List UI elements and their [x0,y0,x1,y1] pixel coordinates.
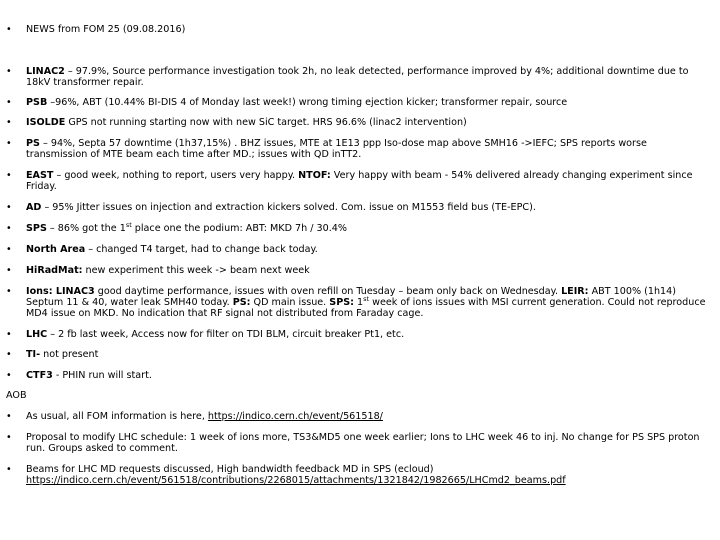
isolde-text: GPS not running starting now with new SiC target. HRS 96.6% (linac2 intervention) [65,117,467,128]
ti-text: not present [40,349,99,360]
east-label: EAST [26,170,54,181]
bullet: • [6,170,12,181]
beams-pdf-link[interactable]: https://indico.cern.ch/event/561518/contributions/2268015/attachments/1321842/1982665/LHCmd2_beams.pdf [26,475,566,486]
ps-label: PS [26,138,40,149]
bullet: • [6,117,12,128]
isolde-item [6,117,708,128]
ions-text-b: ABT 100% (1h14) Septum 11 & 40, water leak SMH40 today. [26,286,676,308]
ions-label: Ions: LINAC3 [26,286,95,297]
sps-text-b: place one the podium: ABT: MKD 7h / 30.4% [131,223,348,234]
north-area-item [6,244,708,255]
news-heading: NEWS from FOM 25 (09.08.2016) [26,24,186,35]
north-area-text: – changed T4 target, had to change back today. [85,244,318,255]
sps-superscript: st [125,220,132,229]
bullet: • [6,464,12,475]
bullet: • [6,432,12,443]
linac2-text: – 97.9%, Source performance investigation took 2h, no leak detected, performance improved by 4%; additional downtime due to 18kV transformer repair. [26,66,689,88]
ps-item [6,138,708,160]
ions-text-c: QD main issue. [250,297,330,308]
sps-text-a: – 86% got the 1 [46,223,126,234]
leir-label: LEIR: [561,286,589,297]
ions-item [6,286,708,319]
bullet: • [6,286,12,297]
bullet: • [6,223,12,234]
bullet: • [6,202,12,213]
ad-text: – 95% Jitter issues on injection and extraction kickers solved. Com. issue on M1553 field bus (TE-EPC). [41,202,536,213]
lhc-item [6,329,708,340]
bullet: • [6,244,12,255]
ti-item [6,349,708,360]
bullet: • [6,66,12,77]
ctf3-text: - PHIN run will start. [52,370,152,381]
bullet: • [6,349,12,360]
lhc-label: LHC [26,329,48,340]
linac2-label: LINAC2 [26,66,65,77]
hiradmat-text: new experiment this week -> beam next week [82,265,310,276]
beams-item [6,464,708,486]
ad-item [6,202,708,213]
ions-text-e: week of ions issues with MSI current generation. Could not reproduce MD4 issue on MKD. No indication that RF signal not distributed from Faraday cage. [26,297,706,319]
bullet: • [6,24,12,35]
ps-text: – 94%, Septa 57 downtime (1h37,15%) . BHZ issues, MTE at 1E13 ppp Iso-dose map above SMH16 ->IEFC; SPS reports worse transmission of MTE beam each time after MD.; issues with QD inTT2. [26,138,647,160]
fom-indico-link[interactable]: https://indico.cern.ch/event/561518/ [207,411,383,422]
bullet: • [6,138,12,149]
hiradmat-label: HiRadMat: [26,265,83,276]
bullet: • [6,329,12,340]
ions-text-d: 1 [353,297,364,308]
east-text: – good week, nothing to report, users very happy. [53,170,299,181]
beams-text: Beams for LHC MD requests discussed, High bandwidth feedback MD in SPS (ecloud) [26,464,434,475]
north-area-label: North Area [26,244,86,255]
news-item [6,24,708,35]
isolde-label: ISOLDE [26,117,66,128]
ions-ps-label: PS: [232,297,251,308]
ions-sps-label: SPS: [329,297,354,308]
ions-superscript: st [363,294,370,303]
sps-label: SPS [26,223,47,234]
ntof-text: Very happy with beam - 54% delivered already changing experiment since Friday. [26,170,693,192]
east-item [6,170,708,192]
bullet: • [6,265,12,276]
ions-text-a: good daytime performance, issues with oven refill on Tuesday – beam only back on Wednesday. [94,286,562,297]
sps-item [6,220,708,234]
ctf3-label: CTF3 [26,370,53,381]
aob-heading: AOB [6,390,27,401]
proposal-item [6,432,708,454]
ad-label: AD [26,202,42,213]
bullet: • [6,411,12,422]
ti-label: TI- [26,349,41,360]
psb-item [6,97,708,108]
proposal-text: Proposal to modify LHC schedule: 1 week of ions more, TS3&MD5 one week earlier; Ions to LHC week 46 to inj. No change for PS SPS proton run. Groups asked to comment. [26,432,700,454]
psb-text: –96%, ABT (10.44% BI-DIS 4 of Monday last week!) wrong timing ejection kicker; transformer repair, source [47,97,568,108]
linac2-item [6,66,708,88]
psb-label: PSB [26,97,48,108]
ctf3-item [6,370,708,381]
hiradmat-item [6,265,708,276]
bullet: • [6,370,12,381]
ntof-label: NTOF: [298,170,331,181]
fom-info-text: As usual, all FOM information is here, [26,411,208,422]
lhc-text: – 2 fb last week, Access now for filter on TDI BLM, circuit breaker Pt1, etc. [47,329,405,340]
fom-info-item [6,411,708,422]
bullet: • [6,97,12,108]
